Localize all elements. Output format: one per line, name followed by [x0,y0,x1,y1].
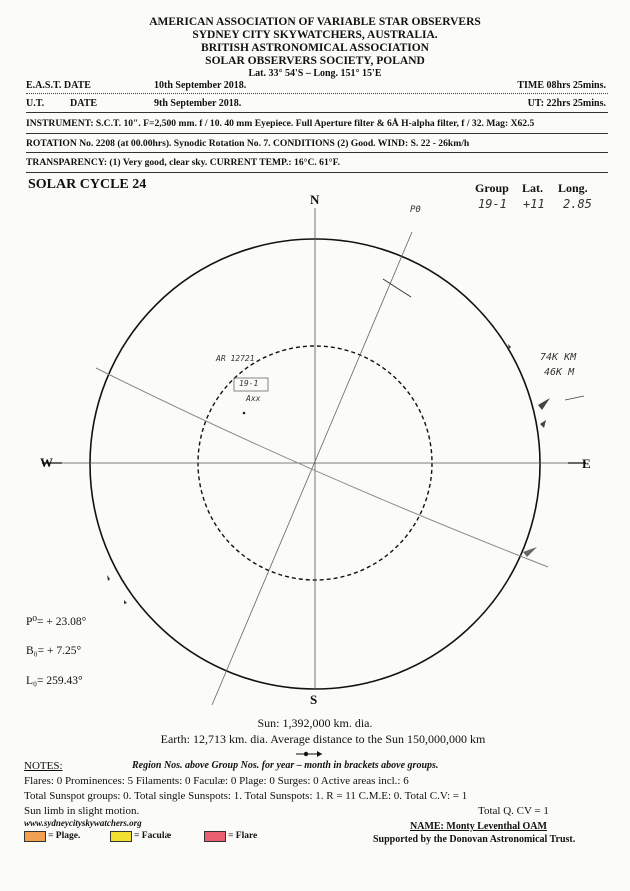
transparency: TRANSPARENCY: (1) Very good, clear sky. CURRENT TEMP.: 16°C. 61°F. [26,157,340,168]
east-date-label: E.A.S.T. DATE [26,80,91,91]
org-baa: BRITISH ASTRONOMICAL ASSOCIATION [201,42,429,54]
org-poland: SOLAR OBSERVERS SOCIETY, POLAND [205,55,425,67]
plage-legend: = Plage. [48,831,81,841]
prominence [124,600,127,604]
long-value: 2.85 [563,197,592,211]
l0-value: L₀= 259.43° [26,675,83,687]
lat-value: +11 [523,197,545,211]
earth-diameter: Earth: 12,713 km. dia. Average distance to the Sun 150,000,000 km [160,732,486,746]
instrument: INSTRUMENT: S.C.T. 10". F=2,500 mm. f / 10. 40 mm Eyepiece. Full Aperture filter & 6Å H-alpha filter, f / 32. Mag: X62.5 [26,118,535,129]
south-label: S [310,692,318,707]
flare-legend: = Flare [228,831,258,841]
prominence-size-2: 46K M [544,367,575,378]
long-header: Long. [558,181,588,195]
faculae-legend: = Faculæ [134,831,172,841]
flare-swatch [204,831,226,842]
plage-swatch [24,831,46,842]
sun-diameter: Sun: 1,392,000 km. dia. [257,716,373,730]
sunspot [243,412,246,415]
notes-text: Region Nos. above Group Nos. for year – month in brackets above groups. [132,760,439,771]
motion-arrow-head [317,751,322,757]
time-value: TIME 08hrs 25mins. [517,80,606,91]
east-label: E [582,456,591,471]
supported-by: Supported by the Donovan Astronomical Trust. [373,834,576,845]
event-counts: Flares: 0 Prominences: 5 Filaments: 0 Faculæ: 0 Plage: 0 Surges: 0 Active areas incl.: 6 [24,775,409,787]
prominence-size-1: 74K KM [540,352,577,363]
prominence [538,398,550,410]
group-header: Group [475,181,509,195]
rotation-axis [212,232,412,705]
location: Lat. 33° 54'S – Long. 151° 15'E [248,68,382,79]
b0-value: B₀= + 7.25° [26,645,82,657]
prominence [540,420,546,428]
group-value: 19-1 [478,197,507,211]
p0-value: P⁰= + 23.08° [26,616,87,628]
solar-cycle-title: SOLAR CYCLE 24 [28,177,147,192]
observer-name: NAME: Monty Leventhal OAM [410,821,547,832]
total-q-cv: Total Q. CV = 1 [478,805,549,817]
ut-date-value: 9th September 2018. [154,98,242,109]
org-aavso: AMERICAN ASSOCIATION OF VARIABLE STAR OBSERVERS [149,16,481,28]
faculae-swatch [110,831,132,842]
group-box-label: 19-1 [239,379,259,388]
east-date-value: 10th September 2018. [154,80,247,91]
website: www.sydneycityskywatchers.org [24,818,142,828]
ut-label: U.T. [26,98,45,109]
prominence [523,547,537,557]
limb-note: Sun limb in slight motion. [24,805,140,817]
sunspot-totals: Total Sunspot groups: 0. Total single Sunspots: 1. Total Sunspots: 1. R = 11 C.M.E: 0. Total C.V: = 1 [24,790,468,802]
pole-tick [383,279,411,297]
lat-header: Lat. [522,181,543,195]
ut-time-value: UT: 22hrs 25mins. [527,98,606,109]
prominence [107,575,110,581]
org-sydney: SYDNEY CITY SKYWATCHERS, AUSTRALIA. [192,29,438,41]
prominence-pointer [565,396,584,400]
rotation: ROTATION No. 2208 (at 00.00hrs). Synodic Rotation No. 7. CONDITIONS (2) Good. WIND: S. 22 - 26km/h [26,138,470,149]
date-label: DATE [70,98,98,109]
notes-label: NOTES: [24,760,63,772]
solar-equator [96,368,548,567]
axx-label: Axx [246,394,261,403]
west-label: W [40,455,53,470]
p0-mark: P0 [410,205,421,215]
north-label: N [310,192,320,207]
ar-label: AR 12721 [216,354,255,363]
motion-dot [304,752,308,756]
